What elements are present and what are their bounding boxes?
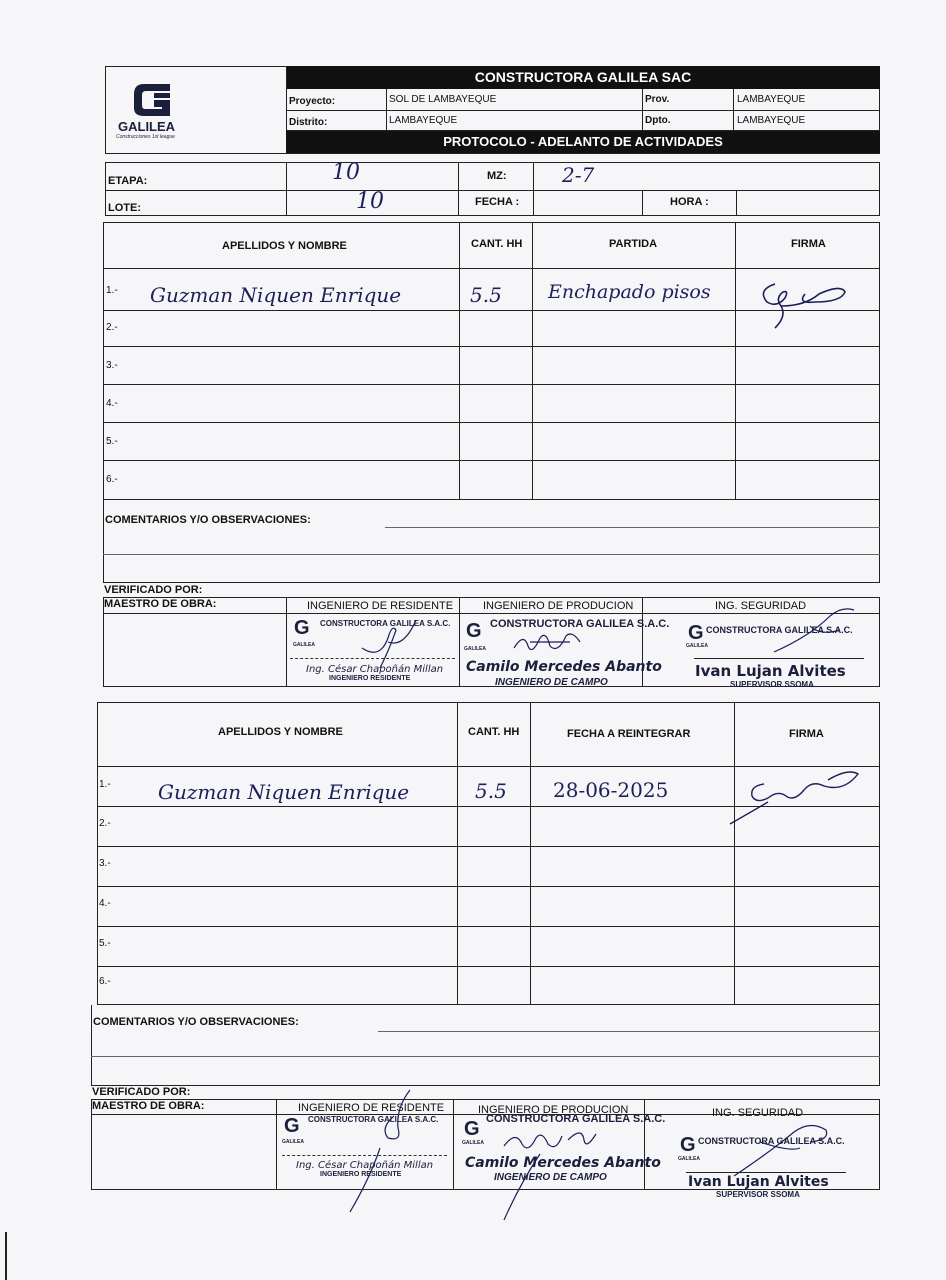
t1-header-partida: PARTIDA — [609, 238, 658, 250]
residente2-title: INGENIERO RESIDENTE — [320, 1171, 402, 1178]
seguridad2-name: Ivan Lujan Alvites — [688, 1174, 829, 1190]
logo-text: GALILEA — [118, 119, 176, 134]
t1-row-number: 4.- — [106, 398, 118, 409]
t2-header-fecha: FECHA A REINTEGRAR — [567, 728, 691, 740]
t1-row-number: 3.- — [106, 360, 118, 371]
seguridad2-label: ING. SEGURIDAD — [712, 1107, 804, 1119]
produccion1-label: INGENIERO DE PRODUCION — [483, 600, 634, 612]
produccion1-title: INGENIERO DE CAMPO — [495, 677, 608, 688]
t2-row-number: 4.- — [99, 898, 111, 909]
scan-edge-line — [5, 1232, 7, 1280]
hora-label: HORA : — [670, 196, 709, 208]
produccion2-name: Camilo Mercedes Abanto — [465, 1155, 661, 1171]
t1-row1-partida: Enchapado pisos — [548, 281, 711, 303]
t2-row1-fecha: 28-06-2025 — [553, 778, 669, 802]
comments2-label: COMENTARIOS Y/O OBSERVACIONES: — [93, 1016, 299, 1028]
project-value: SOL DE LAMBAYEQUE — [389, 94, 497, 105]
seguridad2-title: SUPERVISOR SSOMA — [716, 1190, 800, 1199]
stamp-logo-icon: G — [680, 1134, 696, 1156]
seguridad1-signature — [770, 606, 860, 656]
t1-row-number: 5.- — [106, 436, 118, 447]
residente2-label: INGENIERO DE RESIDENTE — [298, 1102, 445, 1114]
fecha-label: FECHA : — [475, 196, 520, 208]
residente1-signature — [360, 618, 420, 678]
table2 — [97, 702, 880, 1005]
t2-row1-name: Guzman Niquen Enrique — [158, 780, 410, 804]
stamp-logo-icon: G — [688, 622, 704, 644]
district-label: Distrito: — [289, 117, 328, 128]
lote-value: 10 — [356, 189, 384, 214]
seguridad1-name: Ivan Lujan Alvites — [695, 662, 846, 680]
stamp-logo-text: GALILEA — [678, 1156, 700, 1162]
stamp-logo-icon: G — [466, 620, 482, 642]
project-label: Proyecto: — [289, 96, 336, 107]
etapa-value: 10 — [332, 160, 360, 185]
maestro2-label: MAESTRO DE OBRA: — [92, 1100, 205, 1112]
mz-value: 2-7 — [562, 163, 595, 187]
stamp-company: CONSTRUCTORA GALILEA S.A.C. — [308, 1115, 439, 1124]
t2-header-cant: CANT. HH — [468, 726, 520, 738]
maestro1-label: MAESTRO DE OBRA: — [104, 598, 217, 610]
t2-row1-signature — [728, 764, 868, 828]
table1 — [103, 222, 880, 500]
seguridad1-label: ING. SEGURIDAD — [715, 600, 807, 612]
stamp-logo-text: GALILEA — [282, 1139, 304, 1145]
seguridad1-title: SUPERVISOR SSOMA — [730, 680, 814, 689]
protocol-title-band: PROTOCOLO - ADELANTO DE ACTIVIDADES — [286, 131, 880, 153]
company-title-band: CONSTRUCTORA GALILEA SAC — [286, 66, 880, 89]
stamp-logo-text: GALILEA — [464, 646, 486, 652]
stamp-company: CONSTRUCTORA GALILEA S.A.C. — [486, 1113, 666, 1125]
galilea-logo-icon — [130, 80, 176, 120]
etapa-label: ETAPA: — [108, 175, 148, 187]
lote-label: LOTE: — [108, 202, 141, 214]
logo-tagline: Construcciones 1st league — [116, 134, 175, 140]
residente1-name: Ing. César Chapoñán Millan — [306, 664, 444, 675]
stamp-logo-text: GALILEA — [462, 1140, 484, 1146]
dpto-label: Dpto. — [645, 115, 671, 126]
t1-row1-cant: 5.5 — [470, 283, 502, 307]
prov-label: Prov. — [645, 94, 670, 105]
residente1-label: INGENIERO DE RESIDENTE — [307, 600, 454, 612]
stamp-logo-icon: G — [464, 1118, 480, 1140]
t2-header-firma: FIRMA — [789, 728, 824, 740]
t1-row-number: 1.- — [106, 285, 118, 296]
prov-value: LAMBAYEQUE — [737, 94, 806, 105]
comments1-section — [103, 500, 880, 582]
residente2-name: Ing. César Chapoñán Millan — [296, 1160, 434, 1171]
produccion2-label: INGENIERO DE PRODUCION — [478, 1104, 629, 1116]
residente2-signature — [340, 1088, 420, 1218]
t1-row-number: 2.- — [106, 322, 118, 333]
t1-row1-signature — [745, 276, 855, 336]
company-logo — [110, 72, 280, 150]
t2-header-name: APELLIDOS Y NOMBRE — [218, 726, 343, 738]
t1-row1-name: Guzman Niquen Enrique — [150, 283, 402, 307]
t2-row1-cant: 5.5 — [475, 779, 507, 803]
verificado1-label: VERIFICADO POR: — [104, 584, 203, 596]
stamp-logo-text: GALILEA — [293, 642, 315, 648]
t2-row-number: 1.- — [99, 779, 111, 790]
t1-header-firma: FIRMA — [791, 238, 826, 250]
produccion1-name: Camilo Mercedes Abanto — [466, 659, 662, 675]
t1-header-cant: CANT. HH — [471, 238, 523, 250]
seguridad2-signature — [730, 1112, 840, 1182]
t2-row-number: 3.- — [99, 858, 111, 869]
dpto-value: LAMBAYEQUE — [737, 115, 806, 126]
stamp-company: CONSTRUCTORA GALILEA S.A.C. — [698, 1136, 845, 1146]
stamp-company: CONSTRUCTORA GALILEA S.A.C. — [706, 625, 853, 635]
stamp-logo-icon: G — [294, 617, 310, 639]
produccion2-title: INGENIERO DE CAMPO — [494, 1172, 607, 1183]
t1-row-number: 6.- — [106, 474, 118, 485]
produccion2-signature — [500, 1124, 610, 1224]
residente1-title: INGENIERO RESIDENTE — [329, 675, 411, 682]
stamp-logo-text: GALILEA — [686, 643, 708, 649]
stamp-logo-icon: G — [284, 1115, 300, 1137]
stamp-company: CONSTRUCTORA GALILEA S.A.C. — [490, 618, 670, 630]
t2-row-number: 5.- — [99, 938, 111, 949]
verificado2-label: VERIFICADO POR: — [92, 1086, 191, 1098]
t2-row-number: 6.- — [99, 976, 111, 987]
t2-row-number: 2.- — [99, 818, 111, 829]
stamp-company: CONSTRUCTORA GALILEA S.A.C. — [320, 619, 451, 628]
produccion1-signature — [510, 628, 590, 658]
t1-header-name: APELLIDOS Y NOMBRE — [222, 240, 347, 252]
district-value: LAMBAYEQUE — [389, 115, 458, 126]
comments1-label: COMENTARIOS Y/O OBSERVACIONES: — [105, 514, 311, 526]
mz-label: MZ: — [487, 170, 507, 182]
